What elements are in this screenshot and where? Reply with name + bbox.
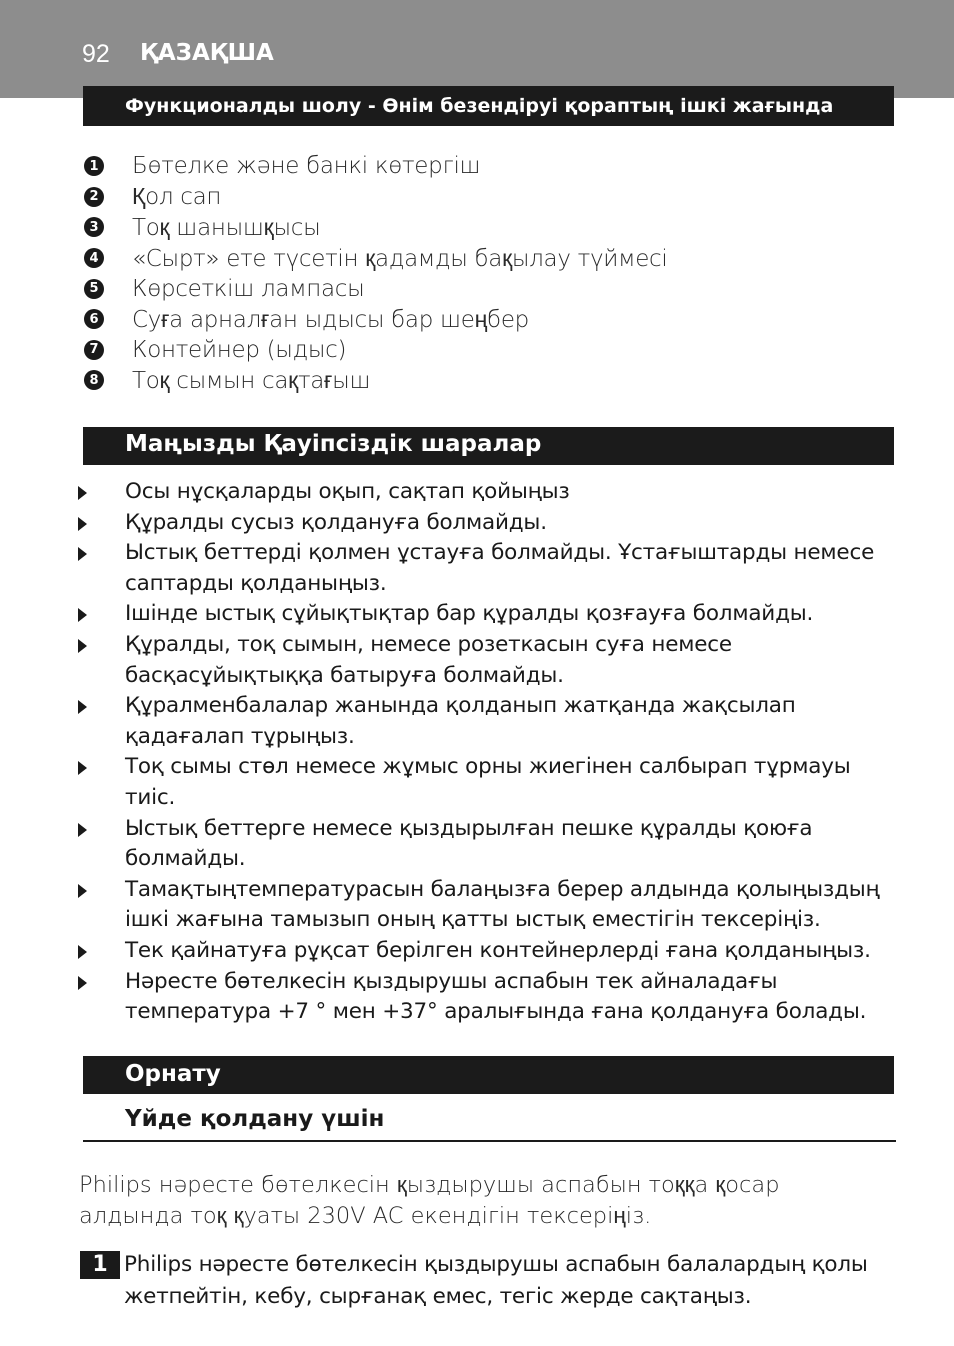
bullet-triangle-icon [78,608,87,622]
part-item [84,304,884,335]
safety-item [78,691,898,752]
bullet-triangle-icon [78,945,87,959]
safety-item-text: Құралды, тоқ сымын, немесе розеткасын суға немесе басқасұйықтыққа батыруға болмайды. [125,631,732,688]
safety-item-text: Ішінде ыстық сұйықтықтар бар құралды қозғауға болмайды. [125,601,814,627]
home-use-subheading: Үйде қолдану үшін [83,1106,896,1142]
safety-item [78,814,898,875]
bullet-triangle-icon [78,700,87,714]
safety-item-text: Тамақтыңтемпературасын балаңызға берер алдында қолыңыздың ішкі жағына тамызып оның қатты ыстық еместігін тексеріңіз. [125,876,880,933]
number-1-icon: 1 [84,156,104,176]
part-item [84,365,884,396]
part-label: Бөтелке және банкі көтергіш [132,153,481,180]
installation-intro: Philips нәресте бөтелкесін қыздырушы аспабын тоққа қосар алдында тоқ қуаты 230V AC екендігін тексеріңіз. [79,1172,780,1229]
bullet-triangle-icon [78,761,87,775]
bullet-triangle-icon [78,976,87,990]
safety-item-text: Ыстық беттерге немесе қыздырылған пешке құралды қоюға болмайды. [125,815,813,872]
number-8-icon: 8 [84,370,104,390]
part-item [84,243,884,274]
part-label: Тоқ сымын сақтағыш [132,367,371,394]
safety-item [78,936,898,967]
number-3-icon: 3 [84,217,104,237]
part-item [84,182,884,213]
step-text: Philips нәресте бөтелкесін қыздырушы аспабын балалардың қолы жетпейтін, кебу, сырғанақ емес, тегіс жерде сақтаңыз. [124,1252,868,1309]
safety-item [78,477,898,508]
parts-list [84,151,884,396]
installation-heading: Орнату [83,1056,894,1094]
safety-item [78,630,898,691]
page-number: 92 [82,40,110,68]
part-label: Қол сап [132,184,222,211]
part-label: «Сырт» ете түсетін қадамды бақылау түймесі [132,245,668,272]
part-item [84,151,884,182]
bullet-triangle-icon [78,884,87,898]
safety-item-text: Нәресте бөтелкесін қыздырушы аспабын тек айналадағы температура +7 ° мен +37° аралығында ғана қолдануға болады. [125,968,867,1025]
safety-item [78,875,898,936]
safety-list [78,477,898,1028]
language-label: ҚАЗАҚША [140,40,274,66]
part-item [84,335,884,366]
number-4-icon: 4 [84,248,104,268]
safety-item [78,538,898,599]
number-2-icon: 2 [84,187,104,207]
safety-item [78,508,898,539]
safety-heading: Маңызды Қауіпсіздік шаралар [83,427,894,465]
overview-heading: Функционалды шолу - Өнім безендіруі қораптың ішкі жағында [83,86,894,126]
bullet-triangle-icon [78,823,87,837]
bullet-triangle-icon [78,486,87,500]
step-item [80,1249,900,1313]
safety-item [78,599,898,630]
safety-item-text: Тек қайнатуға рұқсат берілген контейнерлерді ғана қолданыңыз. [125,937,871,963]
number-7-icon: 7 [84,340,104,360]
bullet-triangle-icon [78,547,87,561]
number-6-icon: 6 [84,309,104,329]
bullet-triangle-icon [78,639,87,653]
safety-item-text: Ыстық беттерді қолмен ұстауға болмайды. Ұстағыштарды немесе саптарды қолданыңыз. [125,540,875,596]
safety-item [78,967,898,1028]
part-label: Суға арналған ыдысы бар шеңбер [132,306,529,333]
part-item [84,273,884,304]
part-label: Көрсеткіш лампасы [132,275,365,302]
part-label: Контейнер (ыдыс) [132,336,347,363]
safety-item-text: Осы нұсқаларды оқып, сақтап қойыңыз [125,479,570,504]
safety-item-text: Тоқ сымы стөл немесе жұмыс орны жиегінен салбырап тұрмауы тиіс. [125,754,851,810]
part-item [84,212,884,243]
part-label: Тоқ шанышқысы [132,214,321,241]
safety-item [78,752,898,813]
step-number-badge: 1 [80,1251,120,1279]
safety-item-text: Құралды сусыз қолдануға болмайды. [125,509,547,535]
safety-item-text: Құралменбалалар жанында қолданып жатқанда жақсылап қадағалап тұрыңыз. [125,693,796,749]
bullet-triangle-icon [78,517,87,531]
number-5-icon: 5 [84,279,104,299]
